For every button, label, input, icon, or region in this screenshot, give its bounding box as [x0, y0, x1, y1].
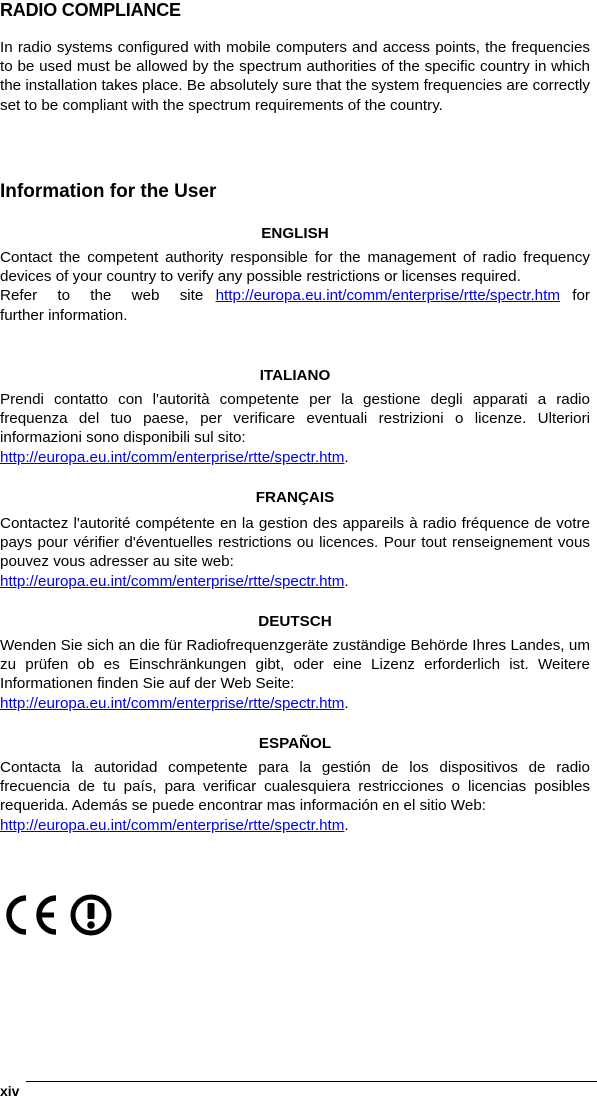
lang-heading-english: ENGLISH — [261, 225, 329, 242]
english-refer-suffix: for further information. — [0, 287, 590, 324]
alert-mark-icon — [73, 897, 109, 933]
footer-rule — [26, 1081, 597, 1082]
page-title: RADIO COMPLIANCE — [0, 0, 181, 20]
espanol-spectrum-link[interactable]: http://europa.eu.int/comm/enterprise/rtte/spectr.htm — [0, 816, 345, 834]
italiano-paragraph — [0, 390, 590, 467]
espanol-suffix: . — [344, 816, 349, 834]
conformity-marks — [0, 893, 116, 942]
deutsch-spectrum-link[interactable]: http://europa.eu.int/comm/enterprise/rtte/spectr.htm — [0, 694, 345, 712]
italiano-text: Prendi contatto con l'autorità competente per la gestione degli apparati a radio frequenza del tuo paese, per verificare eventuali restrizioni o licenze. Ulteriori informazioni sono disponibili sul sito: — [0, 391, 590, 447]
lang-heading-italiano: ITALIANO — [259, 367, 331, 384]
lang-heading-deutsch: DEUTSCH — [258, 613, 332, 630]
ce-mark-icon — [9, 898, 56, 932]
conformity-marks-svg — [0, 893, 116, 937]
user-info-heading: Information for the User — [0, 181, 217, 202]
francais-paragraph — [0, 514, 590, 591]
english-paragraph — [0, 248, 590, 325]
lang-heading-francais: FRANÇAIS — [255, 489, 335, 506]
deutsch-text: Wenden Sie sich an die für Radiofrequenzgeräte zuständige Behörde Ihres Landes, um zu prüfen ob es Einschränkungen gibt, oder eine Lizenz erforderlich ist. Weitere Informationen finden Sie auf der Web Seite: — [0, 637, 590, 693]
francais-spectrum-link[interactable]: http://europa.eu.int/comm/enterprise/rtte/spectr.htm — [0, 572, 345, 590]
espanol-text: Contacta la autoridad competente para la gestión de los dispositivos de radio frecuencia de tu país, para verificar cualesquiera restricciones o licencias posibles requerida. Además se puede encontrar mas información en el sitio Web: — [0, 759, 590, 815]
italiano-spectrum-link[interactable]: http://europa.eu.int/comm/enterprise/rtte/spectr.htm — [0, 448, 345, 466]
lang-heading-espanol: ESPAÑOL — [258, 735, 332, 752]
francais-text: Contactez l'autorité compétente en la gestion des appareils à radio fréquence de votre pays pour vérifier d'éventuelles restrictions ou licences. Pour tout renseignement vous pouvez vous adresser au site web: — [0, 515, 590, 571]
deutsch-paragraph — [0, 636, 590, 713]
italiano-suffix: . — [344, 448, 349, 466]
english-text: Contact the competent authority responsible for the management of radio frequency devices of your country to verify any possible restrictions or licenses required. — [0, 249, 590, 286]
english-spectrum-link[interactable]: http://europa.eu.int/comm/enterprise/rtte/spectr.htm — [215, 287, 560, 305]
english-refer-prefix: Refer to the web site — [0, 287, 204, 305]
deutsch-suffix: . — [344, 694, 349, 712]
espanol-paragraph — [0, 758, 590, 835]
intro-paragraph: In radio systems configured with mobile computers and access points, the frequencies to be used must be allowed by the spectrum authorities of the specific country in which the installation takes place. Be absolutely sure that the system frequencies are correctly set to be compliant with the spectrum requirements of the country. — [0, 39, 590, 114]
francais-suffix: . — [344, 572, 349, 590]
page-number: xiv — [0, 1083, 20, 1099]
